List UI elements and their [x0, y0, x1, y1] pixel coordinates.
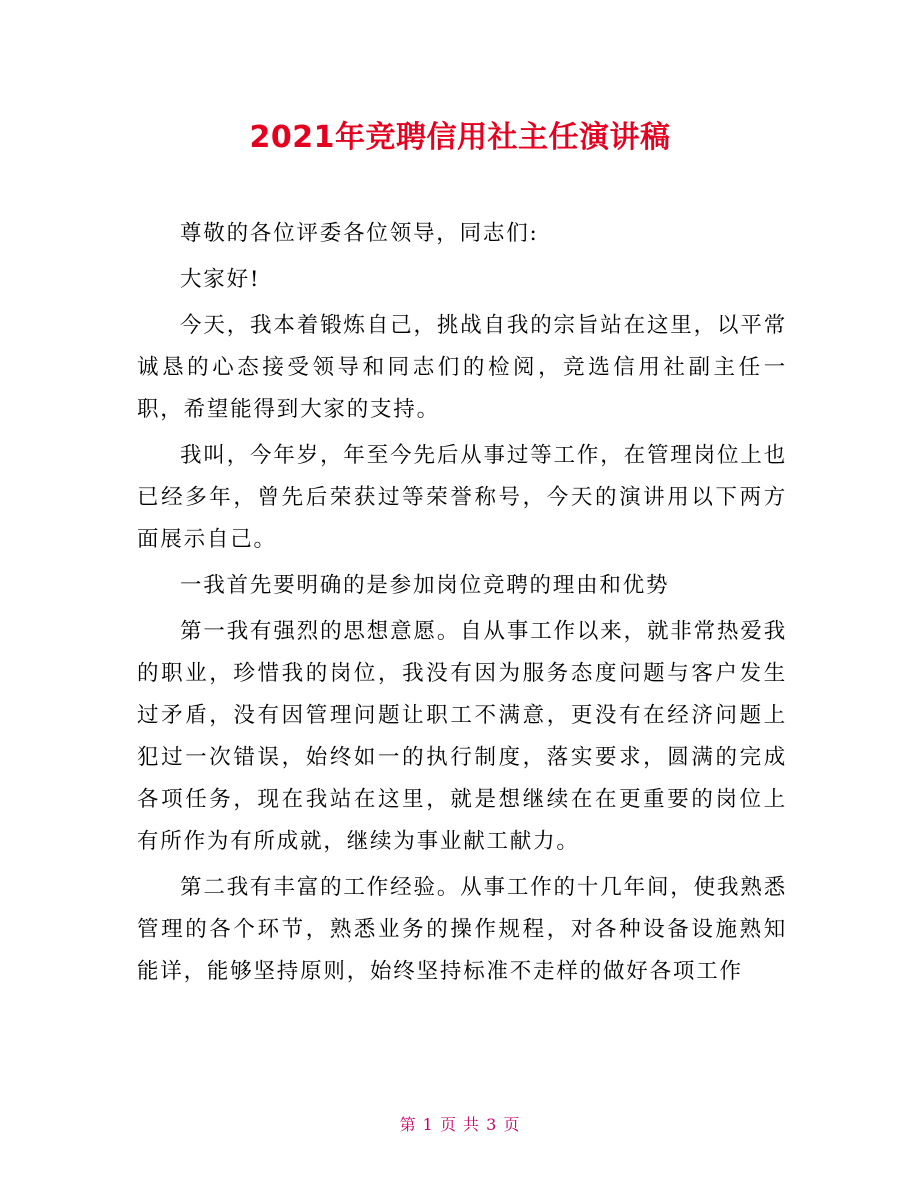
paragraph-self-introduction: 我叫，今年岁，年至今先后从事过等工作，在管理岗位上也已经多年，曾先后荣获过等荣誉称号，今天的演讲用以下两方面展示自己。 [137, 443, 787, 552]
paragraph-greeting: 大家好! [180, 267, 261, 292]
paragraph-intro: 今天，我本着锻炼自己，挑战自我的宗旨站在这里，以平常诚恳的心态接受领导和同志们的检阅，竞选信用社副主任一职，希望能得到大家的支持。 [137, 313, 787, 422]
page-number-footer: 第 1 页 共 3 页 [399, 1115, 521, 1134]
paragraph-greeting-audience: 尊敬的各位评委各位领导，同志们: [180, 221, 539, 246]
paragraph-point-two: 第二我有丰富的工作经验。从事工作的十几年间，使我熟悉管理的各个环节，熟悉业务的操作规程，对各种设备设施熟知能详，能够坚持原则，始终坚持标准不走样的做好各项工作 [137, 875, 787, 984]
paragraph-section-heading: 一我首先要明确的是参加岗位竞聘的理由和优势 [180, 573, 670, 598]
paragraph-point-one: 第一我有强烈的思想意愿。自从事工作以来，就非常热爱我的职业，珍惜我的岗位，我没有因为服务态度问题与客户发生过矛盾，没有因管理问题让职工不满意，更没有在经济问题上犯过一次错误，始终如一的执行制度，落实要求，圆满的完成各项任务，现在我站在这里，就是想继续在在更重要的岗位上有所作为有所成就，继续为事业献工献力。 [137, 619, 787, 854]
document-body [137, 213, 787, 997]
document-title: 2021年竞聘信用社主任演讲稿 [249, 120, 671, 155]
